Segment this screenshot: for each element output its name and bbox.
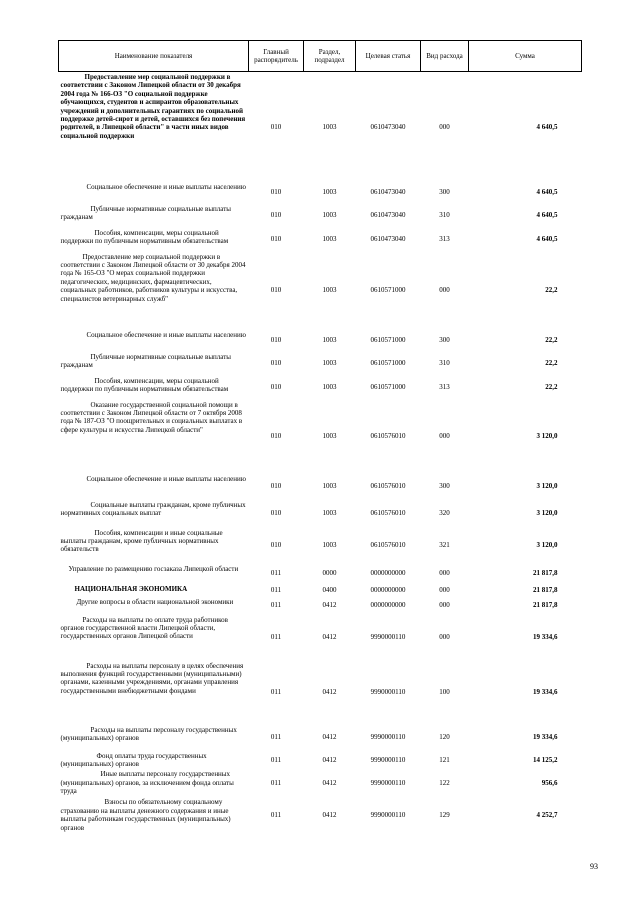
- cell-name: Пособия, компенсации, меры социальной поддержки по публичным нормативным обязательствам: [60, 228, 229, 245]
- table-row: [59, 72, 582, 182]
- cell-kind: 300: [439, 336, 450, 345]
- cell-chief: 011: [270, 633, 282, 642]
- cell-sum: 22,2: [545, 383, 558, 392]
- cell-name: Социальное обеспечение и иные выплаты населению: [86, 330, 246, 339]
- cell-sum: 19 334,6: [533, 688, 558, 697]
- table-row: [59, 352, 582, 376]
- header-chief: Главный распорядитель: [249, 41, 304, 72]
- budget-table: [58, 40, 582, 833]
- table-row: [59, 564, 582, 584]
- cell-target: 9990000110: [370, 633, 406, 642]
- cell-section: 0412: [322, 779, 337, 788]
- cell-target: 0610571000: [370, 359, 406, 368]
- cell-sum: 3 120,0: [536, 482, 558, 491]
- cell-target: 9990000110: [370, 779, 406, 788]
- cell-name: Социальное обеспечение и иные выплаты населению: [86, 182, 246, 191]
- table-row: [59, 725, 582, 751]
- cell-kind: 000: [439, 633, 450, 642]
- cell-chief: 010: [270, 286, 282, 295]
- cell-target: 0610473040: [370, 188, 406, 197]
- cell-name: Взносы по обязательному социальному страхованию на выплаты денежного содержания и иные выплаты работникам государственных (муниципальных) органов: [60, 798, 231, 832]
- cell-target: 0610571000: [370, 336, 406, 345]
- cell-target: 0610571000: [370, 286, 406, 295]
- cell-target: 0000000000: [370, 569, 406, 578]
- header-name: Наименование показателя: [59, 41, 249, 72]
- table-row: [59, 797, 582, 833]
- cell-sum: 21 817,8: [533, 601, 558, 610]
- table-row: [59, 252, 582, 330]
- cell-kind: 310: [439, 359, 450, 368]
- cell-name: Оказание государственной социальной помощи в соответствии с Законом Липецкой области от 7 октября 2008 года № 187-ОЗ "О поощрительных и социальных выплатах в сфере культуры и искусства Липецкой области": [60, 400, 243, 434]
- header-kind: Вид расхода: [421, 41, 469, 72]
- table-row: [59, 500, 582, 528]
- cell-target: 9990000110: [370, 688, 406, 697]
- cell-section: 1003: [322, 432, 337, 441]
- cell-sum: 4 640,5: [536, 122, 558, 131]
- cell-chief: 011: [270, 810, 282, 819]
- cell-sum: 14 125,2: [533, 755, 558, 764]
- cell-target: 0610576010: [370, 541, 406, 550]
- table-row: [59, 474, 582, 500]
- cell-section: 1003: [322, 211, 337, 220]
- cell-kind: 122: [439, 779, 450, 788]
- cell-name: НАЦИОНАЛЬНАЯ ЭКОНОМИКА: [74, 584, 188, 593]
- cell-chief: 011: [270, 601, 282, 610]
- table-row: [59, 376, 582, 400]
- table-row: [59, 204, 582, 228]
- cell-sum: 22,2: [545, 286, 558, 295]
- cell-section: 0412: [322, 688, 337, 697]
- header-section: Раздел, подраздел: [304, 41, 356, 72]
- cell-kind: 100: [439, 688, 450, 697]
- cell-name: Фонд оплаты труда государственных (муниципальных) органов: [60, 751, 207, 768]
- cell-name: Другие вопросы в области национальной экономики: [76, 597, 234, 606]
- cell-target: 0610576010: [370, 509, 406, 518]
- cell-sum: 22,2: [545, 359, 558, 368]
- cell-sum: 19 334,6: [533, 633, 558, 642]
- cell-sum: 4 252,7: [536, 810, 558, 819]
- cell-chief: 011: [270, 688, 282, 697]
- cell-chief: 011: [270, 733, 282, 742]
- cell-target: 0610473040: [370, 235, 406, 244]
- cell-target: 9990000110: [370, 810, 406, 819]
- cell-kind: 000: [439, 432, 450, 441]
- cell-chief: 011: [270, 585, 282, 594]
- header-target: Целевая статья: [356, 41, 421, 72]
- cell-sum: 956,6: [541, 779, 558, 788]
- cell-kind: 000: [439, 585, 450, 594]
- cell-name: Публичные нормативные социальные выплаты гражданам: [60, 352, 231, 369]
- cell-target: 0000000000: [370, 601, 406, 610]
- cell-sum: 3 120,0: [536, 432, 558, 441]
- cell-section: 1003: [322, 188, 337, 197]
- table-row: [59, 597, 582, 615]
- cell-section: 1003: [322, 122, 337, 131]
- table-row: [59, 182, 582, 204]
- cell-chief: 010: [270, 211, 282, 220]
- cell-target: 0000000000: [370, 585, 406, 594]
- cell-kind: 129: [439, 810, 450, 819]
- cell-section: 0412: [322, 733, 337, 742]
- cell-kind: 000: [439, 569, 450, 578]
- cell-chief: 010: [270, 383, 282, 392]
- cell-section: 1003: [322, 509, 337, 518]
- cell-chief: 011: [270, 569, 282, 578]
- cell-chief: 010: [270, 188, 282, 197]
- cell-chief: 010: [270, 432, 282, 441]
- cell-name: Предоставление мер социальной поддержки в соответствии с Законом Липецкой области от 30 декабря 2004 года № 166-ОЗ "О социальной поддержке обучающихся, студентов и аспирантов образовательных учреждений и дополнительных гарантиях по социальной поддержке детей-сирот и детей, оставшихся без попечения родителей, в Липецкой области" в части иных видов социальной поддержки: [60, 73, 246, 140]
- cell-name: Предоставление мер социальной поддержки в соответствии с Законом Липецкой области от 30 декабря 2004 года № 165-ОЗ "О мерах социальной поддержки педагогических, медицинских, фармацевтических, социальных работников, работников культуры и искусства, специалистов ветеринарных служб": [60, 252, 246, 303]
- cell-sum: 3 120,0: [536, 509, 558, 518]
- table-row: [59, 769, 582, 797]
- cell-name: Иные выплаты персоналу государственных (муниципальных) органов, за исключением фонда оплаты труда: [60, 770, 234, 796]
- table-row: [59, 228, 582, 252]
- cell-sum: 4 640,5: [536, 235, 558, 244]
- cell-sum: 22,2: [545, 336, 558, 345]
- cell-chief: 011: [270, 779, 282, 788]
- cell-sum: 4 640,5: [536, 211, 558, 220]
- cell-chief: 010: [270, 509, 282, 518]
- cell-sum: 21 817,8: [533, 585, 558, 594]
- cell-kind: 000: [439, 601, 450, 610]
- cell-kind: 320: [439, 509, 450, 518]
- table-row: [59, 751, 582, 770]
- cell-section: 1003: [322, 541, 337, 550]
- cell-name: Управление по размещению госзаказа Липецкой области: [68, 564, 239, 573]
- cell-name: Социальное обеспечение и иные выплаты населению: [86, 474, 246, 483]
- cell-sum: 3 120,0: [536, 541, 558, 550]
- page-number: 93: [590, 862, 598, 871]
- cell-chief: 010: [270, 235, 282, 244]
- cell-section: 1003: [322, 359, 337, 368]
- cell-name: Публичные нормативные социальные выплаты гражданам: [60, 204, 231, 221]
- cell-section: 1003: [322, 286, 337, 295]
- cell-target: 0610576010: [370, 482, 406, 491]
- cell-name: Социальные выплаты гражданам, кроме публичных нормативных социальных выплат: [60, 500, 246, 517]
- cell-sum: 4 640,5: [536, 188, 558, 197]
- table-row: [59, 400, 582, 474]
- cell-name: Расходы на выплаты по оплате труда работников органов государственной власти Липецкой области, государственных органов Липецкой области: [60, 615, 228, 641]
- table-body: [59, 72, 582, 833]
- cell-kind: 300: [439, 482, 450, 491]
- cell-chief: 010: [270, 336, 282, 345]
- cell-chief: 010: [270, 122, 282, 131]
- cell-target: 9990000110: [370, 733, 406, 742]
- header-sum: Сумма: [469, 41, 582, 72]
- cell-section: 1003: [322, 482, 337, 491]
- cell-section: 1003: [322, 336, 337, 345]
- cell-section: 1003: [322, 235, 337, 244]
- cell-sum: 19 334,6: [533, 733, 558, 742]
- cell-kind: 310: [439, 211, 450, 220]
- cell-target: 9990000110: [370, 755, 406, 764]
- cell-target: 0610576010: [370, 432, 406, 441]
- cell-chief: 011: [270, 755, 282, 764]
- table-row: [59, 330, 582, 352]
- cell-section: 0412: [322, 810, 337, 819]
- table-row: [59, 584, 582, 597]
- table-row: [59, 615, 582, 661]
- cell-name: Пособия, компенсации, меры социальной поддержки по публичным нормативным обязательствам: [60, 376, 229, 393]
- cell-sum: 21 817,8: [533, 569, 558, 578]
- cell-section: 0412: [322, 633, 337, 642]
- cell-kind: 000: [439, 122, 450, 131]
- cell-name: Расходы на выплаты персоналу государственных (муниципальных) органов: [60, 725, 237, 742]
- cell-kind: 300: [439, 188, 450, 197]
- cell-target: 0610571000: [370, 383, 406, 392]
- table-header-row: [59, 41, 582, 72]
- cell-chief: 010: [270, 359, 282, 368]
- cell-name: Расходы на выплаты персоналу в целях обеспечения выполнения функций государственными (муниципальными) органами, казенными учреждениями, органами управления государственными внебюджетными фондами: [60, 661, 244, 695]
- cell-section: 0412: [322, 755, 337, 764]
- table-row: [59, 528, 582, 564]
- cell-section: 0000: [322, 569, 337, 578]
- cell-kind: 121: [439, 755, 450, 764]
- cell-name: Пособия, компенсации и иные социальные выплаты гражданам, кроме публичных нормативных обязательств: [60, 528, 223, 554]
- cell-section: 0412: [322, 601, 337, 610]
- cell-section: 1003: [322, 383, 337, 392]
- cell-kind: 313: [439, 383, 450, 392]
- cell-kind: 321: [439, 541, 450, 550]
- cell-chief: 010: [270, 482, 282, 491]
- table-row: [59, 661, 582, 725]
- cell-target: 0610473040: [370, 122, 406, 131]
- cell-kind: 313: [439, 235, 450, 244]
- cell-section: 0400: [322, 585, 337, 594]
- cell-kind: 120: [439, 733, 450, 742]
- cell-target: 0610473040: [370, 211, 406, 220]
- cell-kind: 000: [439, 286, 450, 295]
- cell-chief: 010: [270, 541, 282, 550]
